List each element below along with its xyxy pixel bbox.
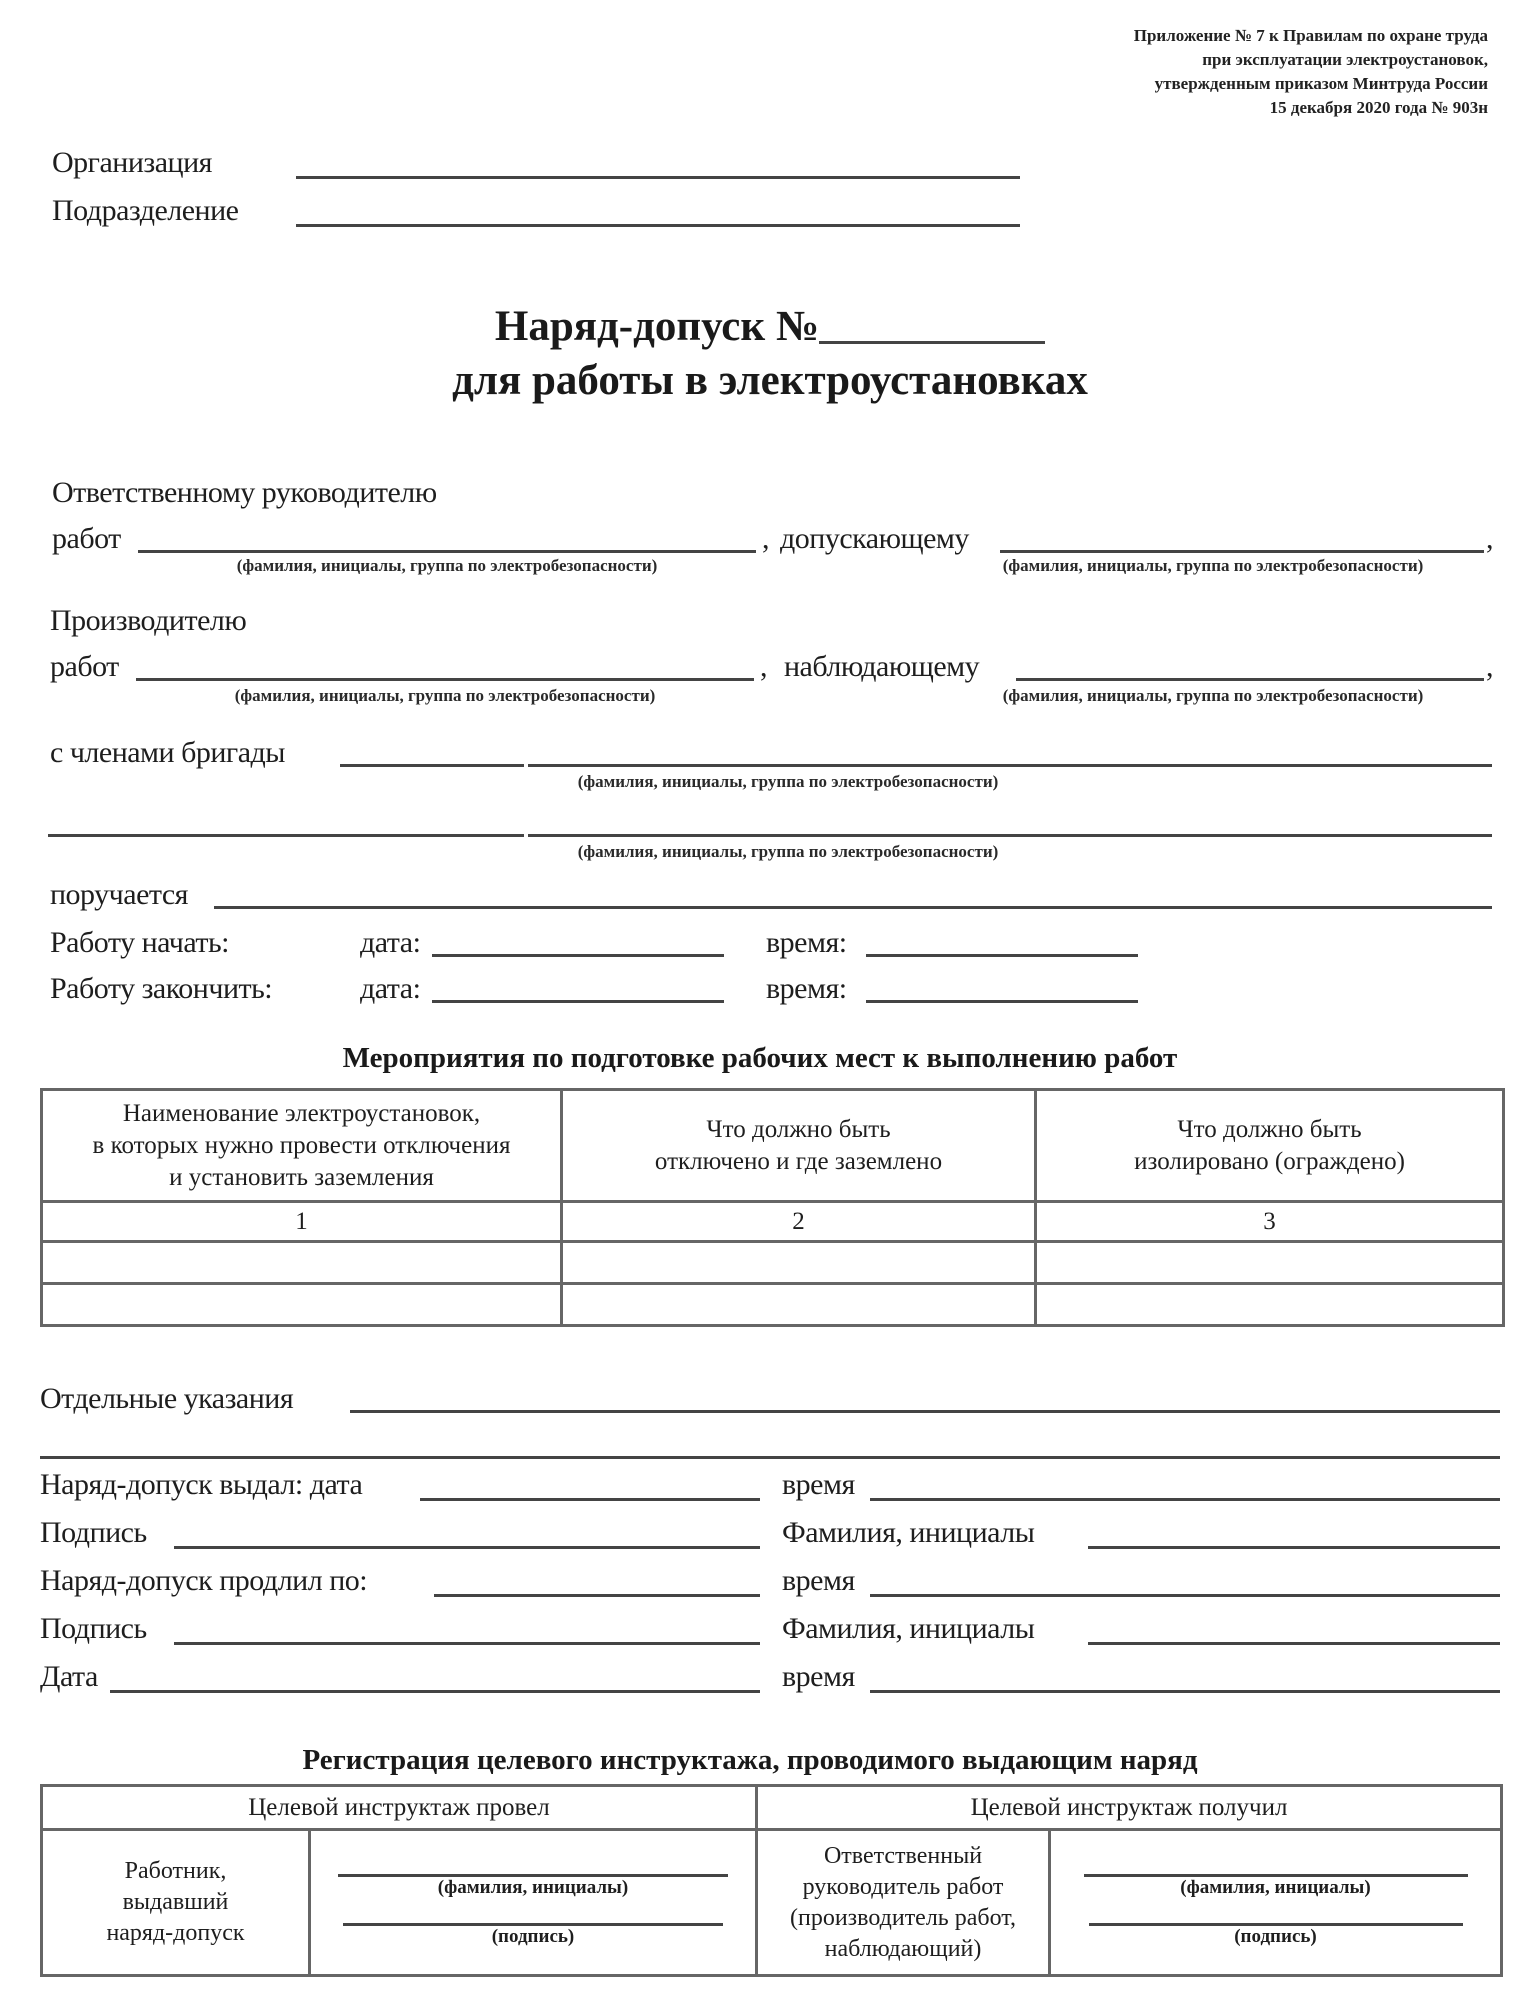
signature-hint: (подпись) [1234, 1925, 1317, 1947]
document-subtitle: для работы в электроустановках [452, 357, 1088, 404]
work-start-time-field[interactable] [866, 954, 1138, 957]
assigned-field[interactable] [214, 906, 1492, 909]
issued-time-field[interactable] [870, 1498, 1500, 1501]
header-line: изолировано (ограждено) [1134, 1147, 1405, 1175]
extended-name-label: Фамилия, инициалы [782, 1612, 1035, 1645]
name-hint: (фамилия, инициалы) [437, 1876, 629, 1898]
extended-signature-field[interactable] [174, 1642, 760, 1645]
briefing-header-row [42, 1786, 1502, 1830]
measures-table [40, 1088, 1505, 1327]
column-number: 3 [1036, 1202, 1504, 1242]
permit-number-field[interactable] [819, 341, 1045, 344]
conducted-signature-cell [310, 1830, 757, 1976]
brigade-field-2-short[interactable] [48, 834, 524, 837]
role-line: выдавший [122, 1889, 229, 1915]
measures-title: Мероприятия по подготовке рабочих мест к выполнению работ [342, 1042, 1178, 1074]
brigade-hint-2: (фамилия, инициалы, группа по электробезопасности) [577, 842, 999, 861]
observer-label: наблюдающему [784, 650, 980, 683]
issued-name-field[interactable] [1088, 1546, 1500, 1549]
work-start-date-field[interactable] [432, 954, 724, 957]
work-end-time-label: время: [766, 972, 847, 1005]
responsible-field[interactable] [138, 550, 756, 553]
role-line: руководитель работ [802, 1873, 1004, 1900]
work-start-date-label: дата: [360, 926, 421, 959]
work-end-date-label: дата: [360, 972, 421, 1005]
received-signature-cell [1050, 1830, 1502, 1976]
comma: , [1486, 650, 1493, 683]
briefing-row [42, 1830, 1502, 1976]
role-line: Работник, [124, 1858, 227, 1884]
work-end-time-field[interactable] [866, 1000, 1138, 1003]
extended-date-label: Дата [40, 1660, 98, 1693]
brigade-label: с членами бригады [50, 736, 285, 769]
document-title [0, 300, 1540, 354]
conducted-header: Целевой инструктаж провел [42, 1786, 757, 1830]
producer-label: Производителю [50, 604, 247, 637]
work-end-label: Работу закончить: [50, 972, 273, 1005]
table-cell[interactable] [1036, 1242, 1504, 1284]
issued-time-label: время [782, 1468, 855, 1501]
role-line: наряд-допуск [106, 1920, 245, 1946]
header-line: Что должно быть [1177, 1115, 1362, 1143]
column-number-row [42, 1202, 1504, 1242]
column-header-1 [42, 1090, 562, 1202]
instructions-field-2[interactable] [40, 1456, 1500, 1459]
header-line: Что должно быть [706, 1115, 891, 1143]
column-number: 1 [42, 1202, 562, 1242]
issued-label: Наряд-допуск выдал: дата [40, 1468, 363, 1501]
header-line: Наименование электроустановок, [122, 1099, 481, 1127]
subdivision-label: Подразделение [52, 194, 239, 227]
producer-field[interactable] [136, 678, 754, 681]
extended-time2-field[interactable] [870, 1690, 1500, 1693]
received-role [757, 1830, 1050, 1976]
role-line: Ответственный [823, 1842, 983, 1869]
producer-hint: (фамилия, инициалы, группа по электробезопасности) [234, 686, 656, 705]
assigned-label: поручается [50, 878, 188, 911]
conducted-role [42, 1830, 310, 1976]
extended-signature-label: Подпись [40, 1612, 147, 1645]
extended-time-field[interactable] [870, 1594, 1500, 1597]
observer-field[interactable] [1016, 678, 1484, 681]
extended-time2-label: время [782, 1660, 855, 1693]
work-end-date-field[interactable] [432, 1000, 724, 1003]
instructions-field[interactable] [350, 1410, 1500, 1413]
extended-label: Наряд-допуск продлил по: [40, 1564, 368, 1597]
approval-line: утвержденным приказом Минтруда России [1154, 74, 1488, 93]
observer-hint: (фамилия, инициалы, группа по электробезопасности) [1002, 686, 1424, 705]
approval-line: Приложение № 7 к Правилам по охране труда [1133, 26, 1488, 45]
table-cell[interactable] [562, 1284, 1036, 1326]
briefing-table [40, 1784, 1503, 1977]
table-cell[interactable] [562, 1242, 1036, 1284]
issued-signature-field[interactable] [174, 1546, 760, 1549]
briefing-title: Регистрация целевого инструктажа, проводимого выдающим наряд [302, 1744, 1198, 1776]
admitting-label: допускающему [780, 522, 969, 555]
approval-line: 15 декабря 2020 года № 903н [1269, 98, 1488, 117]
subdivision-field[interactable] [296, 224, 1020, 227]
producer-label-works: работ [50, 650, 119, 683]
approval-line: при эксплуатации электроустановок, [1202, 50, 1488, 69]
name-hint: (фамилия, инициалы) [1180, 1876, 1371, 1898]
responsible-label-works: работ [52, 522, 121, 555]
table-cell[interactable] [1036, 1284, 1504, 1326]
header-line: и установить заземления [169, 1163, 434, 1191]
column-number: 2 [562, 1202, 1036, 1242]
header-line: отключено и где заземлено [654, 1147, 943, 1175]
brigade-field[interactable] [528, 764, 1492, 767]
work-start-time-label: время: [766, 926, 847, 959]
table-cell[interactable] [42, 1242, 562, 1284]
organization-label: Организация [52, 146, 212, 179]
role-line: (производитель работ, [790, 1904, 1016, 1931]
table-row [42, 1242, 1504, 1284]
responsible-hint: (фамилия, инициалы, группа по электробезопасности) [236, 556, 658, 575]
column-header-2 [562, 1090, 1036, 1202]
comma: , [760, 650, 767, 683]
comma: , [762, 522, 769, 555]
table-row [42, 1284, 1504, 1326]
table-cell[interactable] [42, 1284, 562, 1326]
brigade-field-2[interactable] [528, 834, 1492, 837]
brigade-hint: (фамилия, инициалы, группа по электробезопасности) [577, 772, 999, 791]
title-line1: Наряд-допуск № [494, 303, 820, 350]
instructions-label: Отдельные указания [40, 1382, 294, 1415]
extended-time-label: время [782, 1564, 855, 1597]
work-start-label: Работу начать: [50, 926, 230, 959]
issued-date-field[interactable] [420, 1498, 760, 1501]
role-line: наблюдающий) [824, 1935, 982, 1962]
issued-name-label: Фамилия, инициалы [782, 1516, 1035, 1549]
received-header: Целевой инструктаж получил [757, 1786, 1502, 1830]
organization-field[interactable] [296, 176, 1020, 179]
signature-hint: (подпись) [491, 1925, 575, 1947]
header-line: в которых нужно провести отключения [92, 1131, 511, 1159]
extended-date-field[interactable] [110, 1690, 760, 1693]
admitting-hint: (фамилия, инициалы, группа по электробезопасности) [1002, 556, 1424, 575]
admitting-field[interactable] [1000, 550, 1484, 553]
comma: , [1486, 522, 1493, 555]
extended-name-field[interactable] [1088, 1642, 1500, 1645]
brigade-field-short[interactable] [340, 764, 524, 767]
extended-field[interactable] [434, 1594, 760, 1597]
column-header-3 [1036, 1090, 1504, 1202]
table-header-row [42, 1090, 1504, 1202]
approval-note [1134, 24, 1488, 120]
responsible-label: Ответственному руководителю [52, 476, 437, 509]
issued-signature-label: Подпись [40, 1516, 147, 1549]
